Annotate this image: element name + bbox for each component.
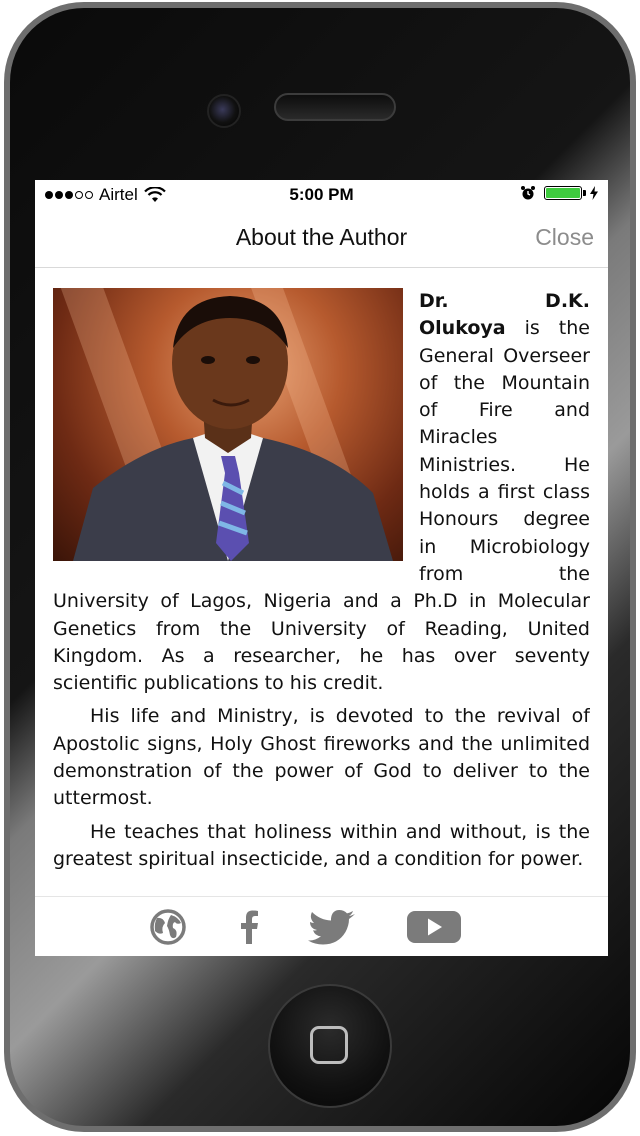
page-title: About the Author [235,224,408,250]
youtube-icon[interactable] [405,909,463,945]
battery-icon [544,186,582,200]
charging-bolt-icon [590,186,598,200]
globe-icon[interactable] [145,909,191,945]
author-photo [53,288,403,561]
facebook-icon[interactable] [235,909,263,945]
close-button[interactable]: Close [535,224,594,250]
bio-paragraph-3: He teaches that holiness within and without, is the greatest spiritual insecticide, and a condition for power. [53,820,590,870]
author-name: Dr. D.K. Olukoya [419,290,590,340]
social-toolbar [35,896,608,956]
status-bar [35,180,608,208]
alarm-clock-icon [520,185,536,201]
about-content[interactable] [53,288,590,894]
status-right [520,185,598,201]
home-button[interactable] [268,984,392,1108]
bio-paragraph-1: is the General Overseer of the Mountain of Fire and Miracles Ministries. He holds a first class Honours degree in Microbiology from the University of Lagos, Nigeria and a Ph.D in Molecular Genetics from the University of Reading, United Kingdom. As a researcher, he has over seventy scientific publications to his credit. [53,317,590,695]
bio-paragraph-2: His life and Ministry, is devoted to the revival of Apostolic signs, Holy Ghost fireworks and the unlimited demonstration of the power of God to deliver to the uttermost. [53,705,590,810]
navigation-bar [35,208,608,268]
carrier-name: Airtel [99,185,138,204]
status-time: 5:00 PM [289,185,354,204]
home-square-icon [310,1026,348,1064]
app-screen [35,180,608,956]
twitter-icon[interactable] [307,909,357,945]
earpiece-speaker [274,93,396,121]
front-camera [207,94,241,128]
